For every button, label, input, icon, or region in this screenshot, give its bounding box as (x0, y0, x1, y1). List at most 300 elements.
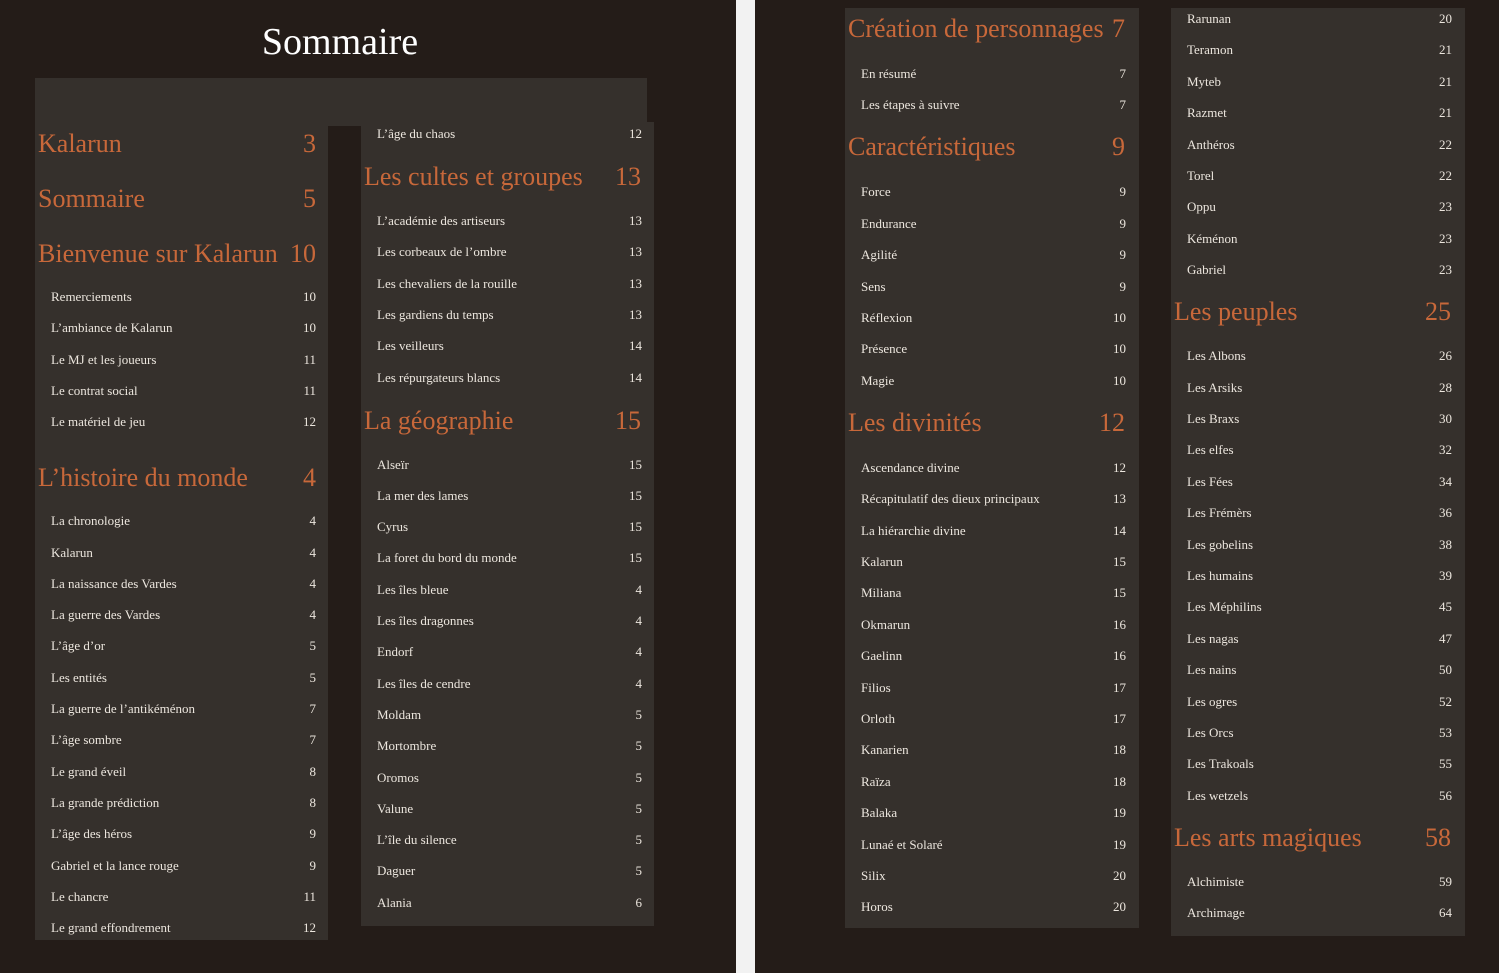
toc-entry-label: Les humains (1187, 568, 1254, 583)
toc-section-page-number: 13 (615, 162, 641, 191)
toc-entry-page-number: 17 (1113, 679, 1126, 695)
toc-entry-label: Alania (377, 894, 412, 910)
toc-entry-page-number: 10 (1113, 341, 1126, 357)
toc-entry[interactable] (377, 548, 642, 568)
toc-entry[interactable] (377, 611, 642, 631)
toc-entry[interactable] (377, 305, 642, 325)
toc-entry-page-number: 5 (309, 638, 316, 654)
toc-entry-label: Présence (861, 341, 908, 357)
toc-entry-page-number: 12 (629, 126, 642, 141)
toc-entry-label: Alseïr (377, 456, 409, 472)
toc-entry[interactable] (51, 793, 316, 813)
toc-entry[interactable] (1187, 503, 1452, 523)
toc-entry[interactable] (377, 674, 642, 694)
toc-entry-page-number: 7 (1119, 97, 1126, 113)
toc-entry-label: Oromos (377, 769, 419, 785)
right-page (755, 0, 1499, 973)
toc-entry-label: Silix (861, 868, 886, 883)
toc-entry-label: Endorf (377, 644, 414, 660)
toc-entry-label: La guerre des Vardes (51, 607, 161, 623)
toc-entry-label: Les îles de cendre (377, 675, 471, 691)
toc-entry[interactable] (377, 242, 642, 262)
toc-entry[interactable] (861, 552, 1126, 572)
toc-entry-page-number: 14 (629, 338, 642, 354)
toc-entry[interactable] (51, 918, 316, 938)
toc-entry-label: Cyrus (377, 519, 409, 535)
toc-entry-page-number: 59 (1439, 873, 1452, 889)
toc-entry-page-number: 13 (629, 306, 642, 322)
toc-entry-page-number: 38 (1439, 536, 1452, 552)
toc-entry[interactable] (51, 511, 316, 531)
toc-entry-page-number: 32 (1439, 442, 1452, 458)
toc-section-heading[interactable] (848, 12, 1125, 46)
toc-entry[interactable] (861, 339, 1126, 359)
toc-entry-page-number: 8 (309, 763, 316, 779)
toc-entry-page-number: 13 (1113, 491, 1126, 507)
toc-entry-label: Torel (1187, 168, 1215, 183)
toc-entry-page-number: 9 (1119, 278, 1126, 294)
toc-entry-page-number: 19 (1113, 805, 1126, 821)
toc-entry-page-number: 4 (635, 581, 642, 597)
toc-entry-label: Le grand effondrement (51, 920, 171, 936)
toc-entry[interactable] (377, 830, 642, 850)
toc-entry-label: Lunaé et Solaré (861, 836, 943, 852)
toc-entry[interactable] (51, 318, 316, 338)
toc-entry-page-number: 21 (1439, 73, 1452, 89)
toc-entry-page-number: 4 (635, 644, 642, 660)
toc-entry[interactable] (377, 893, 642, 913)
toc-entry-label: Archimage (1187, 905, 1245, 921)
toc-entry-page-number: 34 (1439, 473, 1452, 489)
toc-section-page-number: 4 (303, 463, 316, 493)
toc-entry[interactable] (377, 517, 642, 537)
toc-entry-label: Récapitulatif des dieux principaux (861, 491, 1040, 507)
toc-section-label: Caractéristiques (848, 132, 1016, 162)
toc-entry[interactable] (1187, 566, 1452, 586)
toc-section-heading[interactable] (364, 160, 641, 194)
toc-entry[interactable] (861, 583, 1126, 603)
toc-section-label: Sommaire (38, 184, 145, 213)
toc-entry[interactable] (1187, 629, 1452, 649)
toc-entry-label: L’âge du chaos (377, 126, 456, 141)
toc-entry[interactable] (1187, 197, 1452, 217)
toc-entry-page-number: 20 (1439, 11, 1452, 26)
toc-entry[interactable] (51, 287, 316, 307)
toc-entry-page-number: 21 (1439, 42, 1452, 58)
toc-entry[interactable] (377, 336, 642, 356)
toc-entry-page-number: 15 (629, 519, 642, 535)
toc-entry[interactable] (1187, 535, 1452, 555)
toc-entry-label: Ascendance divine (861, 459, 960, 475)
toc-section-heading[interactable] (848, 130, 1125, 164)
toc-entry[interactable] (1187, 260, 1452, 280)
toc-entry-page-number: 4 (635, 675, 642, 691)
toc-entry-page-number: 52 (1439, 693, 1452, 709)
toc-entry-page-number: 36 (1439, 505, 1452, 521)
toc-entry-page-number: 10 (1113, 372, 1126, 388)
toc-entry-label: Kanarien (861, 742, 909, 758)
toc-entry[interactable] (377, 642, 642, 662)
toc-entry[interactable] (1187, 409, 1452, 429)
toc-entry[interactable] (377, 861, 642, 881)
toc-entry-page-number: 14 (629, 369, 642, 385)
toc-entry[interactable] (861, 615, 1126, 635)
toc-entry[interactable] (51, 856, 316, 876)
toc-entry-page-number: 18 (1113, 773, 1126, 789)
toc-entry-page-number: 9 (1119, 215, 1126, 231)
toc-entry-page-number: 4 (309, 607, 316, 623)
toc-entry-page-number: 10 (1113, 310, 1126, 325)
toc-entry-label: Oppu (1187, 199, 1216, 215)
toc-entry-page-number: 47 (1439, 630, 1452, 646)
toc-entry-label: La grande prédiction (51, 794, 160, 810)
toc-entry[interactable] (51, 762, 316, 782)
toc-entry-label: Les Frémèrs (1187, 505, 1252, 521)
toc-entry-label: Miliana (861, 585, 902, 601)
toc-entry-label: Agilité (861, 247, 898, 263)
toc-entry[interactable] (1187, 9, 1452, 29)
toc-section-heading[interactable] (1174, 821, 1451, 855)
toc-entry-label: En résumé (861, 66, 917, 81)
toc-section-heading[interactable] (38, 461, 316, 495)
toc-entry[interactable] (51, 381, 316, 401)
toc-entry-page-number: 28 (1439, 379, 1452, 395)
toc-section-label: Création de personnages (848, 14, 1104, 43)
toc-entry[interactable] (377, 580, 642, 600)
toc-entry[interactable] (51, 668, 316, 688)
toc-entry[interactable] (377, 455, 642, 475)
toc-entry-label: Les Méphilins (1187, 599, 1262, 615)
toc-entry-label: La chronologie (51, 513, 131, 529)
toc-entry-page-number: 56 (1439, 787, 1452, 803)
toc-entry-page-number: 16 (1113, 648, 1126, 664)
toc-entry-label: Les Albons (1187, 348, 1246, 364)
toc-entry-label: Les chevaliers de la rouille (377, 275, 518, 291)
toc-entry[interactable] (861, 866, 1126, 886)
toc-entry-page-number: 13 (629, 275, 642, 291)
toc-entry-page-number: 10 (303, 289, 316, 304)
toc-entry-page-number: 7 (1119, 66, 1126, 81)
toc-section-page-number: 12 (1099, 407, 1125, 437)
toc-entry[interactable] (1187, 472, 1452, 492)
toc-entry-page-number: 4 (309, 575, 316, 591)
toc-entry-label: Les nains (1187, 662, 1237, 678)
toc-entry-label: Le MJ et les joueurs (51, 351, 157, 367)
toc-entry-label: Balaka (861, 805, 898, 821)
toc-entry[interactable] (861, 521, 1126, 541)
toc-entry-label: Force (861, 184, 891, 200)
toc-entry[interactable] (377, 211, 642, 231)
toc-entry[interactable] (861, 458, 1126, 478)
toc-entry-page-number: 12 (303, 920, 316, 936)
toc-section-page-number: 7 (1112, 14, 1125, 43)
page-title: Sommaire (261, 21, 419, 63)
toc-entry-page-number: 12 (303, 414, 316, 430)
toc-section-page-number: 58 (1425, 822, 1451, 852)
toc-entry[interactable] (51, 887, 316, 907)
toc-section-label: Les arts magiques (1174, 822, 1362, 852)
toc-entry[interactable] (51, 412, 316, 432)
toc-entry-page-number: 5 (635, 800, 642, 816)
toc-entry[interactable] (51, 543, 316, 563)
toc-entry-label: Les nagas (1187, 630, 1239, 646)
toc-entry-label: La hiérarchie divine (861, 522, 966, 538)
toc-entry-page-number: 11 (303, 351, 316, 367)
toc-entry-label: Le chancre (51, 888, 109, 904)
toc-entry[interactable] (1187, 346, 1452, 366)
toc-entry-label: Les Braxs (1187, 411, 1240, 426)
toc-entry-label: Réflexion (861, 310, 913, 325)
toc-entry-page-number: 21 (1439, 105, 1452, 121)
toc-entry[interactable] (377, 736, 642, 756)
toc-entry[interactable] (377, 124, 642, 144)
toc-entry[interactable] (1187, 72, 1452, 92)
toc-section-heading[interactable] (38, 237, 316, 271)
toc-entry-label: Raïza (861, 773, 891, 789)
toc-entry[interactable] (1187, 166, 1452, 186)
toc-entry-label: Les répurgateurs blancs (377, 369, 501, 385)
toc-entry[interactable] (377, 274, 642, 294)
toc-entry-label: Les veilleurs (377, 338, 444, 354)
toc-entry-label: Daguer (377, 863, 416, 879)
toc-entry-page-number: 7 (309, 701, 316, 716)
toc-entry[interactable] (377, 768, 642, 788)
toc-entry[interactable] (51, 605, 316, 625)
toc-entry-label: Moldam (377, 706, 422, 722)
toc-entry-page-number: 13 (629, 244, 642, 260)
toc-entry-label: Le matériel de jeu (51, 414, 146, 430)
toc-entry[interactable] (861, 489, 1126, 509)
toc-entry-page-number: 50 (1439, 662, 1452, 678)
toc-entry[interactable] (861, 678, 1126, 698)
toc-entry-page-number: 30 (1439, 411, 1452, 426)
toc-entry[interactable] (51, 730, 316, 750)
toc-entry-label: Les îles bleue (377, 581, 449, 597)
toc-panel-header (35, 78, 647, 126)
toc-entry-label: Sens (861, 278, 886, 294)
toc-entry[interactable] (861, 214, 1126, 234)
toc-entry[interactable] (51, 824, 316, 844)
toc-entry-label: Le grand éveil (51, 763, 127, 779)
toc-entry-label: Les Fées (1187, 473, 1233, 489)
toc-entry-label: Les corbeaux de l’ombre (377, 244, 507, 260)
toc-entry-page-number: 7 (309, 732, 316, 748)
toc-entry[interactable] (861, 245, 1126, 265)
toc-entry-page-number: 10 (303, 320, 316, 336)
toc-entry-label: Kalarun (861, 554, 903, 569)
toc-entry-page-number: 9 (1119, 247, 1126, 263)
toc-entry-label: Kéménon (1187, 230, 1238, 246)
toc-entry[interactable] (861, 95, 1126, 115)
toc-entry-label: Les elfes (1187, 442, 1234, 458)
toc-entry[interactable] (1187, 103, 1452, 123)
toc-entry-label: Les gobelins (1187, 536, 1254, 552)
toc-entry[interactable] (377, 368, 642, 388)
toc-entry[interactable] (51, 636, 316, 656)
toc-entry-page-number: 5 (635, 832, 642, 848)
toc-entry-page-number: 15 (1113, 585, 1126, 601)
toc-section-page-number: 9 (1112, 132, 1125, 162)
toc-entry-label: Orloth (861, 711, 895, 726)
toc-entry-page-number: 20 (1113, 868, 1126, 883)
toc-entry[interactable] (1187, 786, 1452, 806)
toc-section-heading[interactable] (364, 404, 641, 438)
toc-entry-page-number: 20 (1113, 899, 1126, 915)
toc-entry[interactable] (1187, 754, 1452, 774)
toc-entry-page-number: 15 (629, 550, 642, 566)
toc-entry-page-number: 11 (303, 382, 316, 398)
toc-entry[interactable] (861, 182, 1126, 202)
toc-section-heading[interactable] (38, 127, 316, 161)
toc-section-label: La géographie (364, 405, 514, 435)
toc-section-page-number: 3 (303, 129, 316, 158)
toc-entry-page-number: 19 (1113, 836, 1126, 852)
toc-entry-page-number: 17 (1113, 711, 1126, 726)
toc-entry-page-number: 4 (635, 613, 642, 628)
toc-entry-page-number: 11 (303, 888, 316, 904)
toc-entry-label: Okmarun (861, 616, 911, 632)
toc-entry-label: Filios (861, 679, 891, 695)
toc-entry-page-number: 4 (309, 513, 316, 529)
toc-entry-label: Le contrat social (51, 382, 138, 398)
toc-entry-page-number: 9 (309, 826, 316, 842)
toc-entry-label: La guerre de l’antikéménon (51, 701, 196, 716)
toc-entry-page-number: 5 (635, 769, 642, 785)
toc-entry[interactable] (1187, 135, 1452, 155)
toc-entry-page-number: 53 (1439, 725, 1452, 740)
toc-section-page-number: 25 (1425, 297, 1451, 327)
toc-entry-page-number: 5 (635, 863, 642, 879)
toc-section-label: Les cultes et groupes (364, 162, 583, 191)
toc-entry[interactable] (1187, 378, 1452, 398)
toc-entry-label: Les étapes à suivre (861, 97, 960, 113)
toc-entry-label: Myteb (1187, 73, 1221, 89)
toc-entry-page-number: 8 (309, 794, 316, 810)
toc-entry-label: Kalarun (51, 544, 93, 560)
toc-entry-page-number: 39 (1439, 568, 1452, 583)
toc-entry-label: Les wetzels (1187, 787, 1249, 803)
toc-entry[interactable] (861, 64, 1126, 84)
toc-entry[interactable] (1187, 872, 1452, 892)
toc-entry-page-number: 5 (309, 669, 316, 685)
toc-entry-label: Gabriel et la lance rouge (51, 857, 179, 873)
toc-entry[interactable] (51, 699, 316, 719)
toc-entry-page-number: 22 (1439, 168, 1452, 183)
toc-entry-page-number: 45 (1439, 599, 1452, 615)
toc-entry-page-number: 23 (1439, 262, 1452, 278)
toc-entry[interactable] (377, 799, 642, 819)
toc-entry[interactable] (1187, 692, 1452, 712)
toc-entry-page-number: 14 (1113, 522, 1126, 538)
toc-entry[interactable] (861, 646, 1126, 666)
toc-entry[interactable] (861, 709, 1126, 729)
toc-entry-label: Endurance (861, 215, 917, 231)
toc-entry-page-number: 15 (629, 456, 642, 472)
toc-entry-label: L’académie des artiseurs (377, 213, 506, 228)
toc-section-page-number: 10 (290, 239, 316, 268)
toc-entry[interactable] (51, 574, 316, 594)
toc-entry[interactable] (377, 486, 642, 506)
toc-entry[interactable] (861, 308, 1126, 328)
toc-section-label: Kalarun (38, 129, 122, 158)
toc-entry-label: Les Arsiks (1187, 379, 1243, 395)
toc-entry-page-number: 12 (1113, 459, 1126, 475)
toc-entry[interactable] (51, 350, 316, 370)
toc-entry-page-number: 55 (1439, 756, 1452, 772)
toc-entry-page-number: 26 (1439, 348, 1452, 364)
toc-entry[interactable] (861, 371, 1126, 391)
toc-entry-label: L’île du silence (377, 832, 457, 848)
toc-entry-page-number: 22 (1439, 136, 1452, 152)
toc-entry[interactable] (1187, 723, 1452, 743)
toc-section-heading[interactable] (38, 182, 316, 216)
toc-entry-label: La mer des lames (377, 487, 469, 503)
toc-entry[interactable] (1187, 229, 1452, 249)
toc-entry-label: La foret du bord du monde (377, 550, 517, 566)
toc-entry[interactable] (861, 803, 1126, 823)
toc-entry-label: L’âge sombre (51, 732, 122, 748)
toc-entry-label: Remerciements (51, 289, 132, 304)
toc-entry-label: Horos (861, 899, 893, 915)
toc-entry-label: Les entités (51, 669, 107, 685)
toc-entry[interactable] (1187, 40, 1452, 60)
left-page (0, 0, 736, 973)
toc-entry-page-number: 18 (1113, 742, 1126, 758)
toc-section-label: L’histoire du monde (38, 463, 248, 493)
toc-entry-page-number: 13 (629, 213, 642, 228)
toc-entry-page-number: 6 (635, 894, 642, 910)
toc-entry-page-number: 5 (635, 738, 642, 754)
toc-entry-page-number: 23 (1439, 230, 1452, 246)
toc-entry[interactable] (1187, 660, 1452, 680)
toc-entry-label: Les gardiens du temps (377, 306, 494, 322)
toc-entry-label: Razmet (1187, 105, 1227, 121)
toc-entry[interactable] (1187, 440, 1452, 460)
toc-entry-label: Rarunan (1187, 11, 1232, 26)
toc-entry-page-number: 15 (629, 487, 642, 503)
toc-entry[interactable] (861, 740, 1126, 760)
toc-entry-label: Les îles dragonnes (377, 613, 474, 628)
toc-entry-page-number: 9 (309, 857, 316, 873)
toc-entry-label: Gabriel (1187, 262, 1226, 278)
toc-section-label: Les divinités (848, 407, 982, 437)
toc-entry[interactable] (861, 835, 1126, 855)
toc-entry[interactable] (861, 277, 1126, 297)
toc-entry-page-number: 5 (635, 706, 642, 722)
toc-section-heading[interactable] (1174, 295, 1451, 329)
toc-section-page-number: 15 (615, 405, 641, 435)
toc-entry-label: Mortombre (377, 738, 437, 754)
toc-entry[interactable] (1187, 903, 1452, 923)
toc-entry[interactable] (861, 772, 1126, 792)
toc-entry-label: Magie (861, 372, 895, 388)
toc-entry-label: Les Orcs (1187, 725, 1234, 740)
toc-entry-label: Teramon (1187, 42, 1234, 58)
toc-entry[interactable] (861, 897, 1126, 917)
toc-section-page-number: 5 (303, 184, 316, 213)
toc-entry-page-number: 9 (1119, 184, 1126, 200)
toc-entry-label: Les Trakoals (1187, 756, 1254, 772)
toc-entry-label: L’âge d’or (51, 638, 106, 654)
toc-entry-page-number: 15 (1113, 554, 1126, 569)
toc-entry-page-number: 4 (309, 544, 316, 560)
toc-entry-label: L’âge des héros (51, 826, 133, 842)
toc-entry[interactable] (377, 705, 642, 725)
toc-entry[interactable] (1187, 597, 1452, 617)
toc-section-label: Les peuples (1174, 297, 1298, 327)
toc-entry-label: La naissance des Vardes (51, 575, 177, 591)
toc-section-heading[interactable] (848, 406, 1125, 440)
